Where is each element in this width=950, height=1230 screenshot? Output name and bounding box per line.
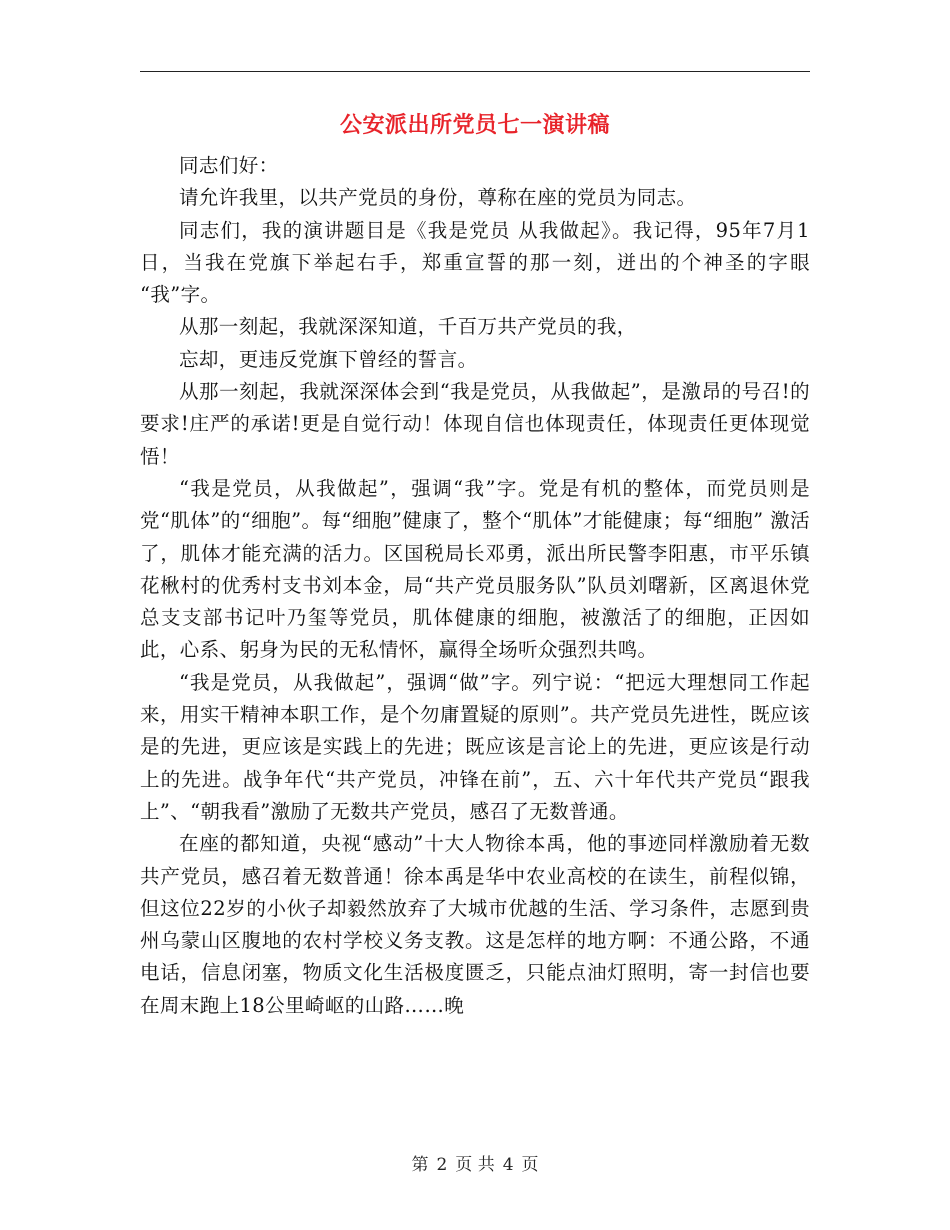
paragraph-moment-2: 忘却，更违反党旗下曾经的誓言。 (179, 347, 478, 371)
paragraph-example: 在座的都知道，央视“感动”十大人物徐本禹，他的事迹同样激励着无数共产党员，感召着无数普通！徐本禹是华中农业高校的在读生，前程似锦，但这位22岁的小伙子却毅然放弃了大城市优越的生活、学习条件，志愿到贵州乌蒙山区腹地的农村学校义务支教。这是怎样的地方啊：不通公路，不通电话，信息闭塞，物质文化生活极度匮乏，只能点油灯照明，寄一封信也要在周末跑上18公里崎岖的山路……晚 (140, 832, 810, 1017)
paragraph-moment-1: 从那一刻起，我就深深知道，千百万共产党员的我， (179, 315, 637, 339)
current-page-number: 2 (436, 1155, 448, 1175)
paragraph-greeting: 同志们好： (179, 154, 279, 177)
total-pages-number: 4 (502, 1155, 514, 1175)
paragraph-realization: 从那一刻起，我就深深体会到“我是党员，从我做起”，是激昂的号召!的要求!庄严的承诺!更是自觉行动！体现自信也体现责任，体现责任更体现觉悟！ (140, 380, 810, 468)
page-footer (0, 1153, 950, 1177)
paragraph-topic: 同志们，我的演讲题目是《我是党员 从我做起》。我记得，95年7月1日，当我在党旗下举起右手，郑重宣誓的那一刻，迸出的个神圣的字眼 “我”字。 (140, 218, 810, 307)
paragraph-emphasis-action: “我是党员，从我做起”，强调“做”字。列宁说：“把远大理想同工作起来，用实干精神本职工作，是个勿庸置疑的原则”。共产党员先进性，既应该是的先进，更应该是实践上的先进；既应该是言论上的先进，更应该是行动上的先进。战争年代“共产党员，冲锋在前”，五、六十年代共产党员“跟我上”、“朝我看”激励了无数共产党员，感召了无数普通。 (140, 670, 810, 823)
paragraph-emphasis-self: “我是党员，从我做起”，强调“我”字。党是有机的整体，而党员则是党“肌体”的“细胞”。每“细胞”健康了，整个“肌体”才能健康；每“细胞” 激活了，肌体才能充满的活力。区国税局长邓勇，派出所民警李阳惠，市平乐镇花楸村的优秀村支书刘本金，局“共产党员服务队”队员刘曙新，区离退休党总支支部书记叶乃玺等党员，肌体健康的细胞，被激活了的细胞，正因如此，心系、躬身为民的无私情怀，赢得全场听众强烈共鸣。 (140, 476, 810, 662)
page-label-mid: 页 共 (455, 1155, 495, 1175)
document-title: 公安派出所党员七一演讲稿 (339, 113, 610, 138)
page-label-prefix: 第 (411, 1155, 429, 1175)
paragraph-opening: 请允许我里，以共产党员的身份，尊称在座的党员为同志。 (179, 186, 697, 210)
document-body (140, 150, 810, 1022)
header-rule (140, 71, 810, 72)
page-label-suffix: 页 (521, 1155, 539, 1175)
